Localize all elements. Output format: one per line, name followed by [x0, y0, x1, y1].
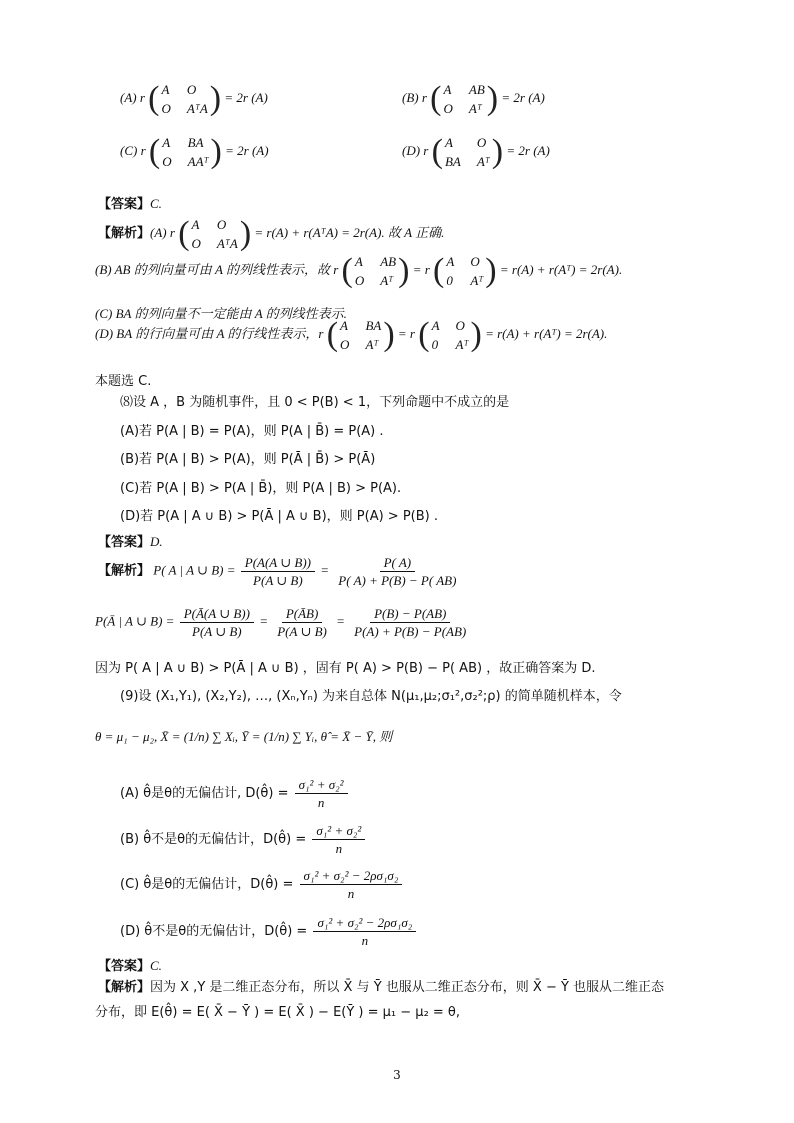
q7-analysis-b: (B) AB 的列向量可由 A 的列线性表示，故 r ( A AB O Aᵀ ) = r ( A O 0 Aᵀ ) = r(A) + r(Aᵀ) = 2r(A).: [95, 252, 623, 289]
q8-answer: [98, 533, 163, 552]
page-number: 3: [393, 1068, 401, 1082]
fraction: $\frac{P( A)}{P( A) + P(B) - P( AB)}$: [338, 555, 457, 588]
matrix: ( A O 0 Aᵀ ): [418, 316, 482, 353]
q7-option-a: (A) r ( A O O AᵀA ) = 2r (A): [120, 80, 268, 117]
q7-analysis-a: 【解析】(A) r ( A O O AᵀA ) = r(A) + r(AᵀA) = 2r(A). 故 A 正确.: [98, 215, 445, 252]
q7-option-b: (B) r ( A AB O Aᵀ ) = 2r (A): [402, 80, 545, 117]
q7-analysis-d: (D) BA 的行向量可由 A 的行线性表示，r ( A BA O Aᵀ ) = r ( A O 0 Aᵀ ) = r(A) + r(Aᵀ) = 2r(A).: [95, 316, 608, 353]
q8-stem: ⑻设 A ，B 为随机事件，且 0 < P(B) < 1，下列命题中不成立的是: [120, 395, 510, 410]
q8-analysis-line2: P(Ā | A ∪ B) = $\frac{P(Ā(A \cup B))}{P(A \cup B)}$ = $\frac{P(ĀB)}{P(A \cup B)}$ = $\frac{P(B) - P(AB)}{P(A) + P(B) - P(AB)}$: [95, 605, 472, 640]
answer-tag: 【答案】: [98, 535, 151, 550]
analysis-tag: 【解析】: [98, 563, 151, 579]
option-label: (B): [402, 89, 419, 105]
q9-definitions: θ = μ₁ − μ₂, X̄ = (1/n) ∑ Xᵢ, Ȳ = (1/n) ∑ Yᵢ, θ̂ = X̄ − Ȳ, 则: [95, 729, 393, 744]
analysis-tag: 【解析】: [98, 980, 151, 995]
q8-analysis-line1: 【解析】 P( A | A ∪ B) = $\frac{P(A(A \cup B))}{P(A \cup B)}$ = $\frac{P( A)}{P( A) + P(B) - P( AB)}$: [98, 554, 462, 589]
q8-option-d: (D)若 P(A | A ∪ B) > P(Ā | A ∪ B)，则 P(A) > P(B) .: [120, 509, 438, 524]
answer-tag: 【答案】: [98, 197, 151, 212]
matrix: ( A O 0 Aᵀ ): [433, 252, 497, 289]
q9-analysis-line2: 分布，即 E(θ̂) = E( X̄ − Ȳ ) = E( X̄ ) − E(Ȳ ) = μ₁ − μ₂ = θ,: [95, 1005, 461, 1020]
q7-answer: [98, 195, 162, 214]
matrix: ( A AB O Aᵀ ): [430, 80, 499, 117]
fraction: $\frac{\text{σ₁² + σ₂²}}{n}$: [295, 776, 348, 811]
analysis-tag: 【解析】: [98, 225, 151, 241]
q8-option-c: (C)若 P(A | B) > P(A | B̄)，则 P(A | B) > P(A).: [120, 481, 402, 496]
option-label: (C): [120, 142, 138, 158]
matrix: ( A O O AᵀA ): [148, 80, 222, 117]
q9-answer: [98, 957, 162, 976]
q7-option-d: (D) r ( A O BA Aᵀ ) = 2r (A): [402, 133, 550, 170]
fraction: $\frac{\text{σ₁² + σ₂² − 2ρσ₁σ₂}}{n}$: [300, 867, 403, 902]
q9-option-a: (A) θ̂是θ的无偏估计, D(θ̂) = $\frac{\text{σ₁² + σ₂²}}{n}$: [120, 776, 350, 811]
answer-tag: 【答案】: [98, 959, 151, 974]
fraction: $\frac{P(B) - P(AB)}{P(A) + P(B) - P(AB)}$: [354, 606, 467, 639]
answer-value: C.: [150, 958, 162, 973]
q8-analysis-line3: 因为 P( A | A ∪ B) > P(Ā | A ∪ B) ，固有 P( A) > P(B) − P( AB) ，故正确答案为 D.: [95, 661, 596, 676]
q9-stem: (9)设 (X₁,Y₁), (X₂,Y₂), …, (Xₙ,Yₙ) 为来自总体 N(μ₁,μ₂;σ₁²,σ₂²;ρ) 的简单随机样本，令: [120, 689, 622, 704]
matrix: ( A BA O AAᵀ ): [148, 133, 222, 170]
matrix: ( A O O AᵀA ): [178, 215, 252, 252]
fraction: $\frac{P(Ā(A \cup B))}{P(A \cup B)}$: [180, 605, 254, 640]
option-label: (A): [120, 89, 137, 105]
matrix: ( A AB O Aᵀ ): [341, 252, 410, 289]
fraction: $\frac{P(ĀB)}{P(A \cup B)}$: [277, 606, 327, 639]
matrix: ( A O BA Aᵀ ): [431, 133, 504, 170]
fraction: $\frac{P(A(A \cup B))}{P(A \cup B)}$: [241, 554, 315, 589]
option-label: (D): [402, 142, 421, 158]
fraction: $\frac{\text{σ₁² + σ₂² − 2ρσ₁σ₂}}{n}$: [313, 914, 416, 949]
q9-option-d: (D) θ̂不是θ的无偏估计，D(θ̂) = $\frac{\text{σ₁² + σ₂² − 2ρσ₁σ₂}}{n}$: [120, 914, 418, 949]
q7-conclusion: 本题选 C.: [95, 374, 152, 389]
q7-option-c: (C) r ( A BA O AAᵀ ) = 2r (A): [120, 133, 269, 170]
q8-option-b: (B)若 P(A | B) > P(A)，则 P(Ā | B̄) > P(Ā): [120, 452, 376, 467]
answer-value: D.: [150, 534, 163, 549]
q8-option-a: (A)若 P(A | B) = P(A)，则 P(A | B̄) = P(A) .: [120, 424, 384, 439]
q9-analysis-line1: 【解析】因为 X ,Y 是二维正态分布，所以 X̄ 与 Ȳ 也服从二维正态分布，则 X̄ − Ȳ 也服从二维正态: [98, 980, 665, 995]
q7-analysis-c: (C) BA 的列向量不一定能由 A 的列线性表示.: [95, 306, 347, 321]
answer-value: C.: [150, 196, 162, 211]
q9-option-c: (C) θ̂是θ的无偏估计，D(θ̂) = $\frac{\text{σ₁² + σ₂² − 2ρσ₁σ₂}}{n}$: [120, 867, 404, 902]
q9-option-b: (B) θ̂不是θ的无偏估计，D(θ̂) = $\frac{\text{σ₁² + σ₂²}}{n}$: [120, 822, 367, 857]
fraction: $\frac{\text{σ₁² + σ₂²}}{n}$: [312, 822, 365, 857]
matrix: ( A BA O Aᵀ ): [326, 316, 395, 353]
